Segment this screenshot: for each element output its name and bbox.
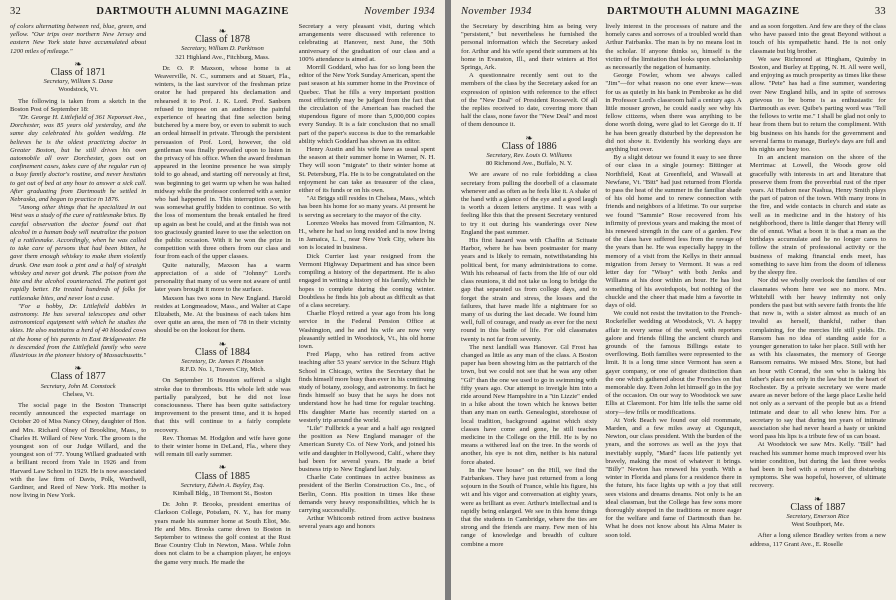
- paragraph: We saw Richmond at Hingham, Quimby in Boston, and Burley at Epping, N. H. All were well, and enjoying as much prosperity as times like these allow. "Pete" has had a fine summer, wandering over New England hills, and in spite of sorrows grievous to be borne is as enthusiastic for Dartmouth as ever. Quibe's parting word was "Tell the fellows to write me." I shall be glad not only to hear from them but to return the compliment. With big business on his hands for the government and several farms to manage, Burley's days are full and his nights are busy too.: [749, 55, 886, 154]
- paragraph: Nor did we wholly overlook the families of our classmates whom here we see no more. Mrs. Whitehill with her heavy infirmity not only ponders the past but with severe faith fronts the life that now is, with a sister almost as much of an invalid as herself, thankful, rather than complaining, for the mercies life still yields. Dr. Ransom has no idea of standing aside for a younger generation to take her place. Still with her as with his classmates, the memory of George Ransom remains. We missed Mrs. Stone, but had an hour with Conrad, the son who is taking his father's place not only in the law but in the heart of Rochester. By a private secretary we were made aware as never before of the large place Leslie held not only as a servant of the people but as a friend intimate and dear to all who knew him. For a secretary to say that during ten years of intimate association she had never heard a hasty or unkind word pass his lips is a tribute few of us can boast.: [749, 277, 886, 441]
- paragraph: Charlie Cate continues in active business as president of the Berlin Construction Co., Inc., of Berlin, Conn. His position in times like these demands very heavy responsibilities, which he is carrying successfully.: [298, 474, 435, 514]
- address: R.F.D. No. 1, Travers City, Mich.: [179, 366, 266, 374]
- paragraph: We are aware of no rule forbidding a class secretary from pulling the doorbell of a classmate whenever and as often as he feels like it. A shake of the hand with a glance of the eye and a good laugh is worth a dozen letters anytime. It was with a feeling like this that the present Secretary ventured to try it out during his wanderings over New England the past summer.: [461, 171, 598, 236]
- paragraph: "At Briggs still resides in Chelsea, Mass., which has been his home for so many years. At present he is serving as secretary to the mayor of the city.: [298, 195, 435, 219]
- ornament-icon: ❧: [218, 338, 227, 349]
- paragraph: Henry Austin and his wife have as usual spent the season at their summer home in Warner, N. H. They will soon "migrate" to their winter home at St. Petersburg, Fla. He is to be congratulated on the enjoyment he can take as treasurer of the class, either of its funds or on his own.: [298, 146, 435, 195]
- paragraph: Arthur Whitcomb retired from active business several years ago and honors: [298, 515, 435, 531]
- paragraph: We could not resist the invitation to the French-Rockefeller wedding at Woodstock, Vt. A happy affair in every sense of the word, with reporters galore and friends filling the ancient church and grounds of the famous Billings estate to overflowing. Both families were represented to the limit. It is a long time since Vermont has seen a gayer company, or one of greater distinction than the one which gathered about the Frenches on that memorable day. Even John let himself go in the joy of the occasion. On our way to Woodstock we saw Ellis at Claremont. For him life tells the same old story—few frills or modifications.: [605, 310, 742, 416]
- ornament-icon: ❧: [74, 363, 82, 374]
- page-number: 32: [10, 6, 22, 17]
- address: 321 Highland Ave., Fitchburg, Mass.: [175, 53, 270, 61]
- column-3: [299, 23, 435, 593]
- paragraph: Morrill Goddard, who has for so long been the editor of the New York Sunday American, spent the past season at his summer home in the Province of Quebec. That he fills a very important position most efficiently may be judged from the fact that the circulation of the American has reached the stupendous figure of more than 5,000,000 copies every Sunday. It is a fair conclusion that no small part of the paper's success is due to the remarkable ability which Goddard has shown as its editor.: [298, 64, 435, 145]
- class-heading: Class of 1877: [50, 371, 106, 383]
- magazine-title: DARTMOUTH ALUMNI MAGAZINE: [96, 6, 289, 17]
- paragraph: After a long silence Bradley writes from a new address, 117 Grant Ave., E. Roselle: [749, 532, 886, 548]
- class-heading: Class of 1884: [194, 346, 250, 358]
- paragraph: Dr. John P. Brooks, president emeritus of Clarkson College, Potsdam, N. Y., has for many years made his summer home at South Eliot, Me. He and Mrs. Brooks came down to Boston in September to witness the golf contest at the Rust Brae Country Club in Newton, Mass. While John does not claim to be a champion player, he enjoys the game very much. He made the: [154, 501, 291, 566]
- secretary: Secretary, Rev. Louis O. Williams: [486, 152, 572, 160]
- column-2: [605, 23, 741, 593]
- paragraph: the Secretary by describing him as being very "persistent," but nevertheless he furnished the personal information which the Secretary asked for. Arthur and his wife spend their summers at his home in Evanston, Ill., and their winters at Hot Springs, Ark.: [461, 23, 598, 72]
- address: Woodstock, Vt.: [58, 86, 98, 94]
- ornament-icon: ❧: [218, 26, 227, 36]
- paragraph: lively interest in the processes of nature and the homely cares and sorrows of a troubled world than Arthur Fairbanks. The man is by no means lost in the scholar. If anyone thinks so, himself is the victim of the limitation that looks upon scholarship as necessarily the negation of humanity.: [605, 23, 742, 72]
- secretary: Secretary, William D. Parkinson: [181, 45, 264, 53]
- columns: [10, 23, 435, 593]
- left-page: [0, 0, 445, 600]
- column-3: [750, 23, 886, 593]
- paragraph: "Among other things that he specialized in out West was a study of the cure of rattlesnake bites. By careful observation the doctor found out that alcohol in a human body will neutralize the poison of a rattlesnake. Accordingly, when he was called to take care of persons that had been bitten, he gave them enough whiskey to make them violently drunk. One man took a pint and a half of straight whiskey and never got drunk. The poison from the bite and the alcohol counteracted. The patient got rapidly better. He treated hundreds of folks for rattlesnake bites, and never lost a case.: [10, 204, 147, 302]
- page-header: [10, 6, 435, 17]
- paragraph: Rev. Thomas M. Hodgdon and wife have gone to their winter home in DeLand, Fla., where they will remain till early summer.: [154, 434, 291, 459]
- paragraph: "Dr. George H. Littlefield of 361 Neponset Ave., Dorchester, was 85 years old yesterday, and the same day celebrated his golden wedding. He believes he is the oldest practicing doctor in Greater Boston, but he still drives his own automobile all over Dorchester, goes out on confinement cases, takes care of the regular run of a busy family doctor's routine, and never hesitates to get out of bed at any hour to answer a sick call. After graduating from Dartmouth he settled in Nebraska, and began to practice in 1876.: [10, 114, 147, 204]
- ornament-icon: ❧: [74, 58, 82, 69]
- ornament-icon: ❧: [525, 132, 533, 143]
- paragraph: His first hazard was with Chaffin at Scituate Harbor, where he has been postmaster for many years and is likely to remain, notwithstanding his political bent, for many administrations to come. With his rehearsal of facts from the life of our old class reunions, it did not take us long to bridge the gap that separated us from college days, and to forget the strain and stress, the losses and the failures, that have made life a nightmare for so many of us during the last decade. We found him well, full of courage, and ready as ever for the next round in this battle of life. For old classmates twenty is not far from seventy.: [461, 237, 598, 343]
- paragraph: Quite naturally, Maxson has a warm appreciation of a side of "Johnny" Lord's personality that many of us were not aware of until later years brought it more to the surface.: [154, 261, 291, 294]
- secretary: Secretary, Edwin A. Bayley, Esq.: [180, 481, 265, 489]
- right-page: [451, 0, 896, 600]
- paragraph: In an ancient mansion on the shore of the Merrimac at Lowell, the Woods grow old gracefully with interests in art and literature that preserve them from the proverbial rust of the riper years. At Hudson near Nashua, Henry Smith plays the part of patron of the town. With many irons in the fire, and wide contacts in church and state as well as in medicine and in the history of his neighborhood, there is little danger that Henry will die of ennui. What a boon it is that a man as the birthdays accumulate and he no longer cares to follow the strain of professional activity or the business of making financial ends meet, has something to save him from the doom of idleness by the sleepy fire.: [749, 154, 886, 277]
- paragraph: A questionnaire recently sent out to the members of the class by the Secretary asked for an expression of opinion with reference to the effect of the "New Deal" of President Roosevelt. Of all the replies received to date, covering more than half the class, none favor the "New Deal" and most of them denounce it.: [461, 72, 598, 129]
- paragraph: Dick Currier last year resigned from the Vermont Highway Department and has since been compiling a history of the department. He is also engaged in writing a history of his family, which he hopes to complete during the coming winter. Doubtless he finds his job about as difficult as that of a class secretary.: [298, 252, 435, 309]
- secretary: Secretary, William S. Dana: [43, 78, 113, 86]
- secretary: Secretary, John M. Comstock: [40, 382, 116, 390]
- paragraph: Secretary a very pleasant visit, during which arrangements were discussed with reference to celebrating at Hanover, next June, the 50th anniversary of the graduation of our class and a 100% attendance is aimed at.: [298, 23, 435, 63]
- class-heading: Class of 1871: [50, 67, 106, 79]
- intro-text: of colors alternating between red, blue, green, and yellow. "Our trips over northern New Jersey and eastern New York state have accumulated about 1200 miles of mileage.": [10, 23, 147, 55]
- magazine-title: DARTMOUTH ALUMNI MAGAZINE: [607, 6, 800, 17]
- paragraph: Charlie Floyd retired a year ago from his long service in the Federal Pension Office at Washington, and he and his wife are now very pleasantly settled in Woodstock, Vt., his old home town.: [298, 310, 435, 350]
- address: West Southport, Me.: [791, 521, 845, 529]
- column-1: [10, 23, 146, 593]
- columns: [461, 23, 886, 593]
- paragraph: George Fowler, whom we always called "Jim"—for what reason no one ever knew—was for us as quietly in his bank in Pembroke as he did in Professor Lord's classroom half a century ago. A little mouser grown, he could easily see why his fellow citizens, when there was anything to be done worth doing, were glad to let George do it. If he has been greatly disturbed by the depression he did not show it. Evidently his working days are anything but over.: [605, 72, 742, 154]
- secretary: Secretary, Dr. James P. Houston: [181, 357, 264, 365]
- paragraph: The social page in the Boston Transcript recently announced the expected marriage on October 20 of Miss Nancy Olney, daughter of Hon. and Mrs. Richard Olney of Brookline, Mass., to Charles H. Willard of New York. The groom is the youngest son of our Judge Willard, and the youngest son of '77. Young Willard graduated with a brilliant record from Yale in 1926 and from Harvard Law School in 1929. He is now associated with the law firm of Davis, Polk, Wardwell, Gardiner, and Reed of New York. His mother is now living in New York.: [10, 401, 147, 500]
- address: 80 Richmond Ave., Buffalo, N. Y.: [485, 160, 573, 168]
- paragraph: "For a hobby, Dr. Littlefield dabbles in astronomy. He has several telescopes and other astronomical equipment with which he studies the skies. He also maintains a herd of 40 blooded cows at the home of his parents in East Bridgewater. He is descended from the Littlefield family who were illustrious in the pioneer history of Massachusetts.": [10, 302, 147, 359]
- page-number: 33: [874, 6, 886, 17]
- paragraph: By a slight detour we found it easy to see three of our class in a single journey: Bittinger at Northfield, Keat at Greenfield, and Wiswall at Newfane, Vt. "Bitt" had just returned from Florida to pass the heat of the summer in the familiar shade of his old home and to renew connection with friends and neighbors of a lifetime. To our surprise we found "Sammie" Rose recovered from his infirmity of previous years and making the most of his renewed strength in the care of a garden. Few of the class have suffered less from the ravage of the years than he. He was especially happy in the memory of a visit from the Kellys in their annual migration from Jersey to Vermont. It was a red letter day for "Wissy" with both Jenks and Williams at his door within an hour. He has lost something of his avoirdupois, but nothing of the chuckle and the cheer that made him a favorite in days of old.: [605, 154, 742, 309]
- class-heading: Class of 1885: [194, 470, 250, 482]
- paragraph: Lorenzo Weeks has moved from Gilmanton, N. H., where he had so long resided and is now living in Jamaica, L. I., near New York City, where his son is located in business.: [298, 219, 435, 252]
- paragraph: At York Beach we found our old roommate, Marden, and a few miles away at Ogunquit, Newton, our class president. With the burden of the years, and the sorrows as well as the joys that inevitably supply, "Mard" faces life patiently yet bravely, making the most of whatever it brings. "Billy" Newton has renewed his youth. With a winter in Florida and plans for a residence there in the future, his face lights up with a joy that still sees visions and dreams dreams. Not only is he an ideal classman, but the College has few sons more thoroughly steeped in the traditions or more eager for the welfare and fame of Dartmouth than he. What he does not know about his Alma Mater is soon told.: [605, 416, 742, 539]
- address: Kimball Bldg., 18 Tremont St., Boston: [172, 489, 273, 497]
- address: Chelsea, Vt.: [62, 390, 94, 398]
- paragraph: At Woodstock we saw Mrs. Kelly. "Bill" had reached his summer home much improved over his winter condition, but during the last three weeks had been in bed with a return of the disturbing symptoms. She was hopeful, however, of ultimate recovery.: [749, 441, 886, 490]
- paragraph: and as soon forgotten. And few are they of the class who have passed into the great Beyond without a touch of his sympathetic hand. He is not only classmate but big brother.: [749, 23, 886, 55]
- paragraph: On September 16 Houston suffered a slight stroke due to thrombosis. His whole left side was partially paralyzed, but he did not lose consciousness. There has been quite satisfactory improvement to the present time, and it is hoped that this will continue to a fairly complete recovery.: [154, 377, 291, 434]
- paragraph: In the "wee house" on the Hill, we find the Fairbankses. They have just returned from a long sojourn in the South of France, while his figure, his wit and his vigor and conversation at eighty years, were as brilliant as ever. Arthur's intellectual and is rapidly being enlarged. We see in this home things that the students in Cambridge, where the ties are strong and the friends are many. Few men of his range of knowledge and breadth of culture combine a more: [461, 466, 598, 548]
- class-heading: Class of 1878: [194, 34, 250, 46]
- column-2: [154, 23, 290, 593]
- class-heading: Class of 1886: [501, 140, 557, 152]
- paragraph: The following is taken from a sketch in the Boston Post of September 18:: [10, 97, 147, 113]
- issue-date: November 1934: [461, 6, 532, 17]
- paragraph: Dr. O. P. Maxson, whose home is at Weaverville, N. C., summers and at Stuart, Fla., winters, is the last survivor of the freshman prize orator he had prepared his declamation and rehearsed it to Prof. J. K. Lord. Prof. Sanborn refused to impose on an audience the painful experience of hearing that fine selection being butchered by a mere boy, or even to submit to such an ordeal himself in private. Through the persistent persuasion of Prof. Lord, however, the old gentleman was finally prevailed upon to listen in the privacy of his office. When the award freshman appeared in the leonine presence he was simply told to go ahead, and starting off nervously at first, was beginning to get warm up when he was halted midway while the professor conferred with a senior who had happened in. This interruption over, he was somewhat gruffly bidden to continue. So with the loss of momentum the break entailed he fired up again as best he could, and at the finish was not too graciously granted leave to use the selection on the public occasion. With it he won the prize in competition with three others from our class and four from each of the upper classes.: [154, 64, 291, 261]
- paragraph: "Lile" Fullbrick a year and a half ago resigned the position as New England manager of the American Surety Co. of New York, and joined his wife and daughter in Hollywood, Calif., where they had been for several years. He made a brief business trip to New England last July.: [298, 424, 435, 473]
- ornament-icon: ❧: [218, 462, 227, 473]
- paragraph: Maxson has two sons in New England. Harold resides at Longmeadow, Mass., and Walter at Cape Elizabeth, Me. At the business of each takes him over quite an area, the men of '78 in their vicinity should be on the lookout for them.: [154, 294, 291, 335]
- issue-date: November 1934: [364, 6, 435, 17]
- paragraph: The next landfall was Hanover. Gil Frost has changed as little as any man of the class. A Boston paper has been showing him as the patriarch of the town, but we could not see that he was any other "Gil" than the one we used to go in swimming with fifty years ago. Our attempt to inveigle him into a ride around New Hampshire in a "tin Lizzie" ended in a hike about the town which he knows better than any man on earth. Genealogist, storehouse of local tradition, background against which sixty classes have come and gone, he still teaches medicine in the College on the Hill. He is by no means a withered leaf on the tree. In the words of another, his eye is not dim, neither is his natural force abated.: [461, 343, 598, 466]
- page-header: [461, 6, 886, 17]
- ornament-icon: ❧: [814, 493, 822, 504]
- secretary: Secretary, Emerson Rice: [786, 512, 850, 520]
- class-heading: Class of 1887: [790, 501, 846, 513]
- paragraph: Fred Plapp, who has retired from active teaching after 53 years' service in the Schurz High School in Chicago, writes the Secretary that he finds himself more busy than ever in his continuing study of botany, zoology, and astronomy. In fact he finds himself so busy that he says he does not understand how he had time for regular teaching. His daughter Marie has recently started on a westerly trip around the world.: [298, 351, 435, 424]
- column-1: [461, 23, 597, 593]
